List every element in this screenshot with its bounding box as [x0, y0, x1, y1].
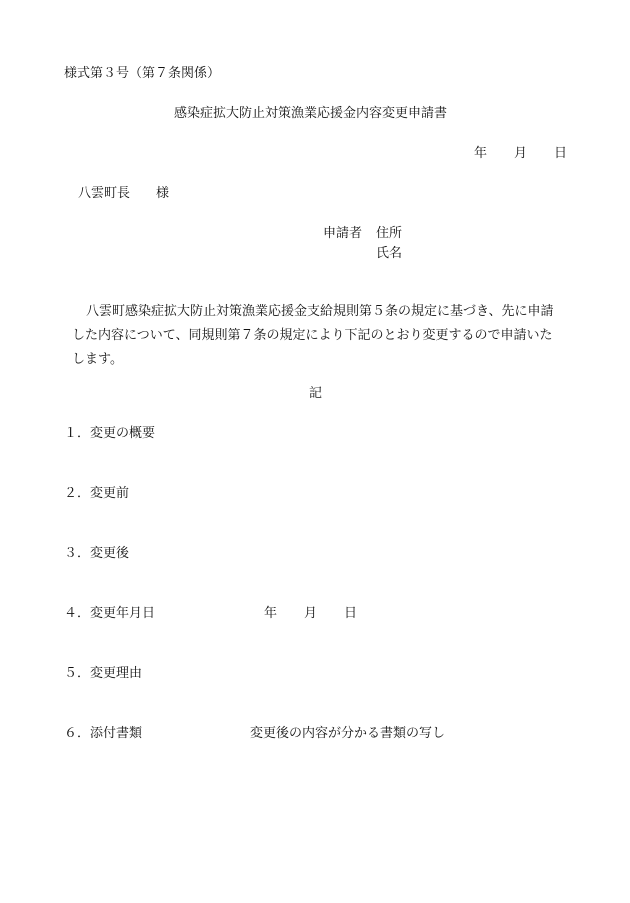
list-item	[64, 606, 155, 622]
change-date-day: 日	[344, 606, 358, 621]
date-day: 日	[554, 146, 568, 161]
body-line-3: します。	[72, 352, 123, 367]
item-label: 変更前	[90, 486, 130, 501]
body-line-2: した内容について、同規則第７条の規定により下記のとおり変更するので申請いた	[72, 328, 553, 343]
item-number: ６．	[64, 726, 91, 741]
form-number: 様式第３号（第７条関係）	[64, 66, 221, 81]
request-body	[72, 300, 572, 372]
applicant-label: 申請者	[323, 226, 363, 241]
attachment-description: 変更後の内容が分かる書類の写し	[250, 726, 446, 741]
change-date-year: 年	[264, 606, 278, 621]
change-date-month: 月	[304, 606, 318, 621]
item-label: 変更後	[90, 546, 130, 561]
ki-heading: 記	[309, 386, 323, 401]
date-month: 月	[514, 146, 528, 161]
list-item	[64, 426, 155, 442]
item-label: 変更の概要	[90, 426, 156, 441]
item-number: １．	[64, 426, 91, 441]
applicant-name-label: 氏名	[376, 246, 403, 261]
list-item	[64, 486, 129, 502]
item-number: ４．	[64, 606, 91, 621]
item-label: 添付書類	[90, 726, 143, 741]
item-number: ３．	[64, 546, 91, 561]
body-line-1: 八雲町感染症拡大防止対策漁業応援金支給規則第５条の規定に基づき、先に申請	[86, 304, 554, 319]
addressee-honorific: 様	[156, 186, 170, 201]
list-item	[64, 666, 142, 682]
item-label: 変更年月日	[90, 606, 156, 621]
item-number: ２．	[64, 486, 91, 501]
list-item	[64, 546, 129, 562]
list-item	[64, 726, 142, 742]
applicant-address-label: 住所	[376, 226, 403, 241]
document-title: 感染症拡大防止対策漁業応援金内容変更申請書	[174, 106, 448, 121]
addressee-name: 八雲町長	[78, 186, 131, 201]
item-number: ５．	[64, 666, 91, 681]
date-year: 年	[474, 146, 488, 161]
item-label: 変更理由	[90, 666, 143, 681]
